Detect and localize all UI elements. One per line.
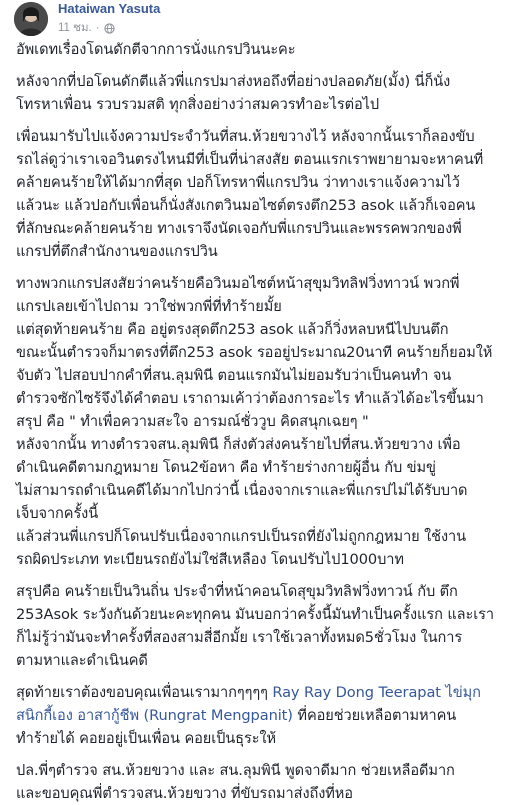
avatar-photo-icon (14, 2, 48, 36)
post-body (16, 38, 498, 805)
thanks-prefix: สุดท้ายเราต้องขอบคุณเพื่อนเรามากๆๆๆๆ (16, 684, 273, 701)
post-paragraph: หลังจากที่ปอโดนดักตีแล้วพี่แกรปมาส่งหอถึงที่อย่างปลอดภัย(มั้ง) นี่ก็นั่ง โทรหาเพื่อน รวบรวมสติ ทุกสิ่งอย่างว่าสมควรทำอะไรต่อไป (16, 73, 451, 113)
post-paragraph: สรุปคือ คนร้ายเป็นวินถิ่น ประจำที่หน้าคอนโดสุขุมวิทลิฟวิ่งทาวน์ กับ ตึก 253Asok ระวังกันด้วยนะคะทุกคน มันบอกว่าครั้งนี้มันทำเป็นครั้งแรก และเรา ก็ไม่รู้ว่ามันจะทำครั้งที่สองสามสี่อีกมั้ย เราใช้เวลาทั้งหมด5ชั่วโมง ในการ ตามหาและดำเนินคดี (16, 583, 494, 669)
thanks-paragraph (16, 681, 498, 750)
meta-separator: · (95, 22, 100, 34)
ps-paragraph: ปล.พี่ๆตำรวจ สน.ห้วยขวาง และ สน.ลุมพินี พูดจาดีมาก ช่วยเหลือดีมาก และขอบคุณพี่ตำรวจสน.ห้วยขวาง ที่ขับรถมาส่งถึงที่หอ (16, 762, 455, 802)
author-name[interactable]: Hataiwan Yasuta (58, 1, 161, 16)
post-header (0, 0, 509, 38)
thanks-suffix: ที่คอยช่วยเหลือตามหาคน ทำร้ายได้ คอยอยู่เป็นเพื่อน คอยเป็นธุระให้ (16, 707, 457, 747)
post-paragraph: อัพเดทเรื่องโดนดักตีจากการนั่งแกรปวินนะคะ (16, 41, 296, 58)
post-paragraph: ทางพวกแกรปสงสัยว่าคนร้ายคือวินมอไซต์หน้าสุขุมวิทลิฟวิ่งทาวน์ พวกพี่ แกรปเลยเข้าไปถาม วาใช่พวกพี่ที่ทำร้ายมั้ย แต่สุดท้ายคนร้าย คือ อยู่ตรงสุดตึก253 asok แล้วก็วิ่งหลบหนีไปบนตึก ขณะนั้นตำรวจก็มาตรงที่ตึก253 asok รออยู่ประมาณ20นาที คนร้ายก็ยอมให้ จับตัว ไปสอบปากคำที่สน.ลุมพินี ตอนแรกมันไม่ยอมรับว่าเป็นคนทำ จน ตำรวจซักไซร้จึงได้คำตอบ เราถามเค้าว่าต้องการอะไร ทำแล้วได้อะไรขึ้นมา สรุป คือ " ทำเพื่อความสะใจ อารมณ์ชั่ววูบ คิดสนุกเฉยๆ " หลังจากนั้น ทางตำรวจสน.ลุมพินี ก็ส่งตัวส่งคนร้ายไปที่สน.ห้วยขวาง เพื่อ ดำเนินคดีตามกฎหมาย โดน2ข้อหา คือ ทำร้ายร่างกายผู้อื่น กับ ข่มขู่ ไม่สามารถดำเนินคดีได้มากไปกว่านี้ เนื่องจากเราและพี่แกรปไม่ได้รับบาด เจ็บจากครั้งนี้ แล้วส่วนพี่แกรปก็โดนปรับเนื่องจากแกรปเป็นรถที่ยังไม่ถูกกฎหมาย ใช้งาน รถผิดประเภท ทะเบียนรถยังไม่ใช่สีเหลือง โดนปรับไป1000บาท (16, 275, 493, 568)
post-timestamp[interactable]: 11 ชม. (58, 22, 92, 34)
post-paragraph: เพื่อนมารับไปแจ้งความประจำวันที่สน.ห้วยขวางไว้ หลังจากนั้นเราก็ลองขับ รถไล่ดูว่าเราเจอวินตรงไหนมีที่เป็นที่น่าสงสัย ตอนแรกเราพยายามจะหาคนที่ คล้ายคนร้ายให้ได้มากที่สุด ปอก็โทรหาพี่แกรปวิน ว่าทางเราแจ้งความไว้ แล้วนะ แล้วปอกับเพื่อนก็นั่งสังเกตวินมอไซต์ตรงตึก253 asok แล้วก็เจอคน ที่ลักษณะคล้ายคนร้าย ทางเราจึงนัดเจอกับพี่แกรปวินและพรรคพวกของพี่ แกรปที่ตึกสำนักงานของแกรปวิน (16, 128, 484, 260)
post-meta (58, 19, 115, 37)
globe-icon[interactable] (104, 23, 115, 34)
author-avatar[interactable] (14, 2, 48, 36)
friend-tag-link[interactable]: ไข่มุก สนิกกี้เอง อาสากู้ชีพ (Rungrat Mengpanit) (16, 684, 481, 724)
friend-tag-link[interactable]: Ray Ray Dong Teerapat (272, 684, 441, 701)
